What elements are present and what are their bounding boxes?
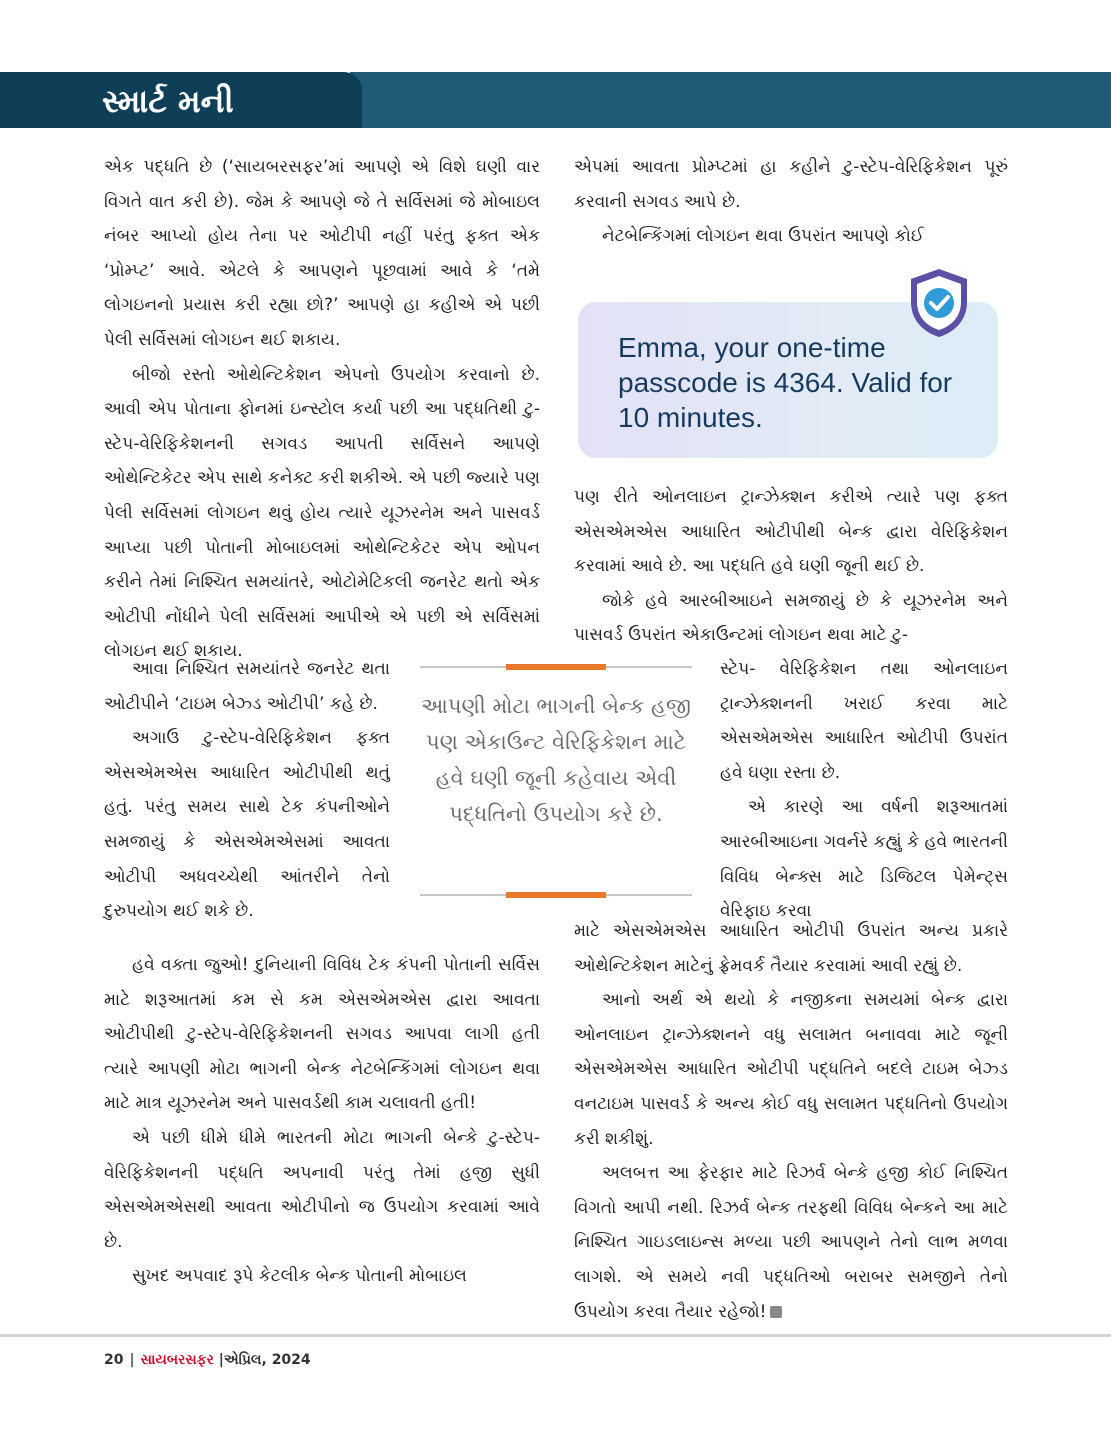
left-column-top bbox=[104, 150, 540, 669]
paragraph: બીજો રસ્તો ઓથેન્ટિકેશન એપનો ઉપયોગ કરવાનો છે. આવી એપ પોતાના ફોનમાં ઇન્સ્ટોલ કર્યા પછી આ પદ્ધતિથી ટુ-સ્ટેપ-વેરિફિકેશનની સગવડ આપતી સર્વિસને આપણે ઓથેન્ટિકેટર એપ સાથે કનેક્ટ કરી શકીએ. એ પછી જ્યારે પણ પેલી સર્વિસમાં લોગઇન થવું હોય ત્યારે યૂઝરનેમ અને પાસવર્ડ આપ્યા પછી પોતાની મોબાઇલમાં ઓથેન્ટિકેટર એપ ઓપન કરીને તેમાં નિશ્ચિત સમયાંતરે, ઓટોમેટિકલી જનરેટ થતો એક ઓટીપી નોંધીને પેલી સર્વિસમાં આપીએ એ પછી એ સર્વિસમાં લોગઇન થઈ શકાય. bbox=[104, 364, 540, 662]
right-column-bottom bbox=[574, 914, 1008, 1329]
left-column-narrow bbox=[104, 652, 390, 929]
paragraph: એક પદ્ધતિ છે (‘સાયબરસફર’માં આપણે એ વિશે ઘણી વાર વિગતે વાત કરી છે). જેમ કે આપણે જે તે સર્વિસમાં જે મોબાઇલ નંબર આપ્યો હોય તેના પર ઓટીપી નહીં પરંતુ ફક્ત એક ‘પ્રોમ્પ્ટ’ આવે. એટલે કે આપણને પૂછવામાં આવે કે ‘તમે લોગઇનનો પ્રયાસ કરી રહ્યા છો?’ આપણે હા કહીએ એ પછી પેલી સર્વિસમાં લોગઇન થઈ શકાય. bbox=[104, 157, 540, 350]
right-column-mid bbox=[574, 480, 1008, 653]
paragraph: આનો અર્થ એ થયો કે નજીકના સમયમાં બેન્ક દ્વારા ઓનલાઇન ટ્રાન્ઝેક્શનને વધુ સલામત બનાવવા માટે જૂની એસએમએસ આધારિત ઓટીપી પદ્ધતિને બદલે ટાઇમ બેઝ્ડ વનટાઇમ પાસવર્ડ કે અન્ય કોઈ વધુ સલામત પદ્ધતિનો ઉપયોગ કરી શકીશું. bbox=[574, 990, 1008, 1149]
shield-check-icon bbox=[906, 266, 972, 340]
issue-date: |એપ્રિલ, 2024 bbox=[218, 1352, 311, 1368]
pull-quote-accent bbox=[506, 664, 606, 670]
right-column-top bbox=[574, 150, 1008, 254]
paragraph: સ્ટેપ- વેરિફિકેશન તથા ઓનલાઇન ટ્રાન્ઝેક્શનની ખરાઈ કરવા માટે એસએમએસ આધારિત ઓટીપી ઉપરાંત હવે ઘણા રસ્તા છે. bbox=[720, 659, 1008, 783]
paragraph: જોકે હવે આરબીઆઇને સમજાયું છે કે યૂઝરનેમ અને પાસવર્ડ ઉપરાંત એકાઉન્ટમાં લોગઇન થવા માટે ટુ- bbox=[574, 590, 1008, 646]
right-column-narrow bbox=[720, 652, 1008, 929]
paragraph: હવે વક્તા જુઓ! દુનિયાની વિવિધ ટેક કંપની પોતાની સર્વિસ માટે શરૂઆતમાં કમ સે કમ એસએમએસ દ્વારા આવતા ઓટીપીથી ટુ-સ્ટેપ-વેરિફિકેશનની સગવડ આપવા લાગી હતી ત્યારે આપણી મોટા ભાગની બેન્ક નેટબેન્કિંગમાં લોગઇન થવા માટે માત્ર યૂઝરનેમ અને પાસવર્ડથી કામ ચલાવતી હતી! bbox=[104, 955, 540, 1114]
paragraph: આવા નિશ્ચિત સમયાંતરે જનરેટ થતા ઓટીપીને ‘ટાઇમ બેઝ્ડ ઓટીપી’ કહે છે. bbox=[104, 659, 390, 714]
sms-message-text: Emma, your one-time passcode is 4364. Valid for 10 minutes. bbox=[618, 332, 953, 433]
end-mark-icon bbox=[770, 1306, 782, 1318]
page-number: 20 bbox=[104, 1352, 124, 1368]
paragraph: એ પછી ધીમે ધીમે ભારતની મોટા ભાગની બેન્કે ટુ-સ્ટેપ-વેરિફિકેશનની પદ્ધતિ અપનાવી પરંતુ તેમાં હજી સુધી એસએમએસથી આવતા ઓટીપીનો જ ઉપયોગ કરવામાં આવે છે. bbox=[104, 1127, 540, 1252]
footer-divider bbox=[0, 1334, 1111, 1337]
pull-quote-text: આપણી મોટા ભાગની બેન્ક હજી પણ એકાઉન્ટ વેરિફિકેશન માટે હવે ઘણી જૂની કહેવાય એવી પદ્ધતિનો ઉપયોગ કરે છે. bbox=[421, 694, 691, 826]
paragraph: સુખદ અપવાદ રૂપે કેટલીક બેન્ક પોતાની મોબાઇલ bbox=[132, 1266, 467, 1287]
magazine-name: સાયબરસફર bbox=[140, 1352, 214, 1368]
pull-quote-accent bbox=[506, 892, 606, 898]
left-column-bottom bbox=[104, 948, 540, 1294]
paragraph: એપમાં આવતા પ્રોમ્પ્ટમાં હા કહીને ટુ-સ્ટેપ-વેરિફિકેશન પૂરું કરવાની સગવડ આપે છે. bbox=[574, 157, 1008, 212]
paragraph: માટે એસએમએસ આધારિત ઓટીપી ઉપરાંત અન્ય પ્રકારે ઓથેન્ટિકેશન માટેનું ફ્રેમવર્ક તૈયાર કરવામાં આવી રહ્યું છે. bbox=[574, 921, 1008, 976]
paragraph: નેટબેન્કિંગમાં લોગઇન થવા ઉપરાંત આપણે કોઈ bbox=[602, 226, 925, 247]
header-bar bbox=[350, 72, 1111, 128]
paragraph bbox=[574, 1156, 1008, 1329]
paragraph: એ કારણે આ વર્ષની શરૂઆતમાં આરબીઆઇના ગવર્નરે કહ્યું કે હવે ભારતની વિવિધ બેન્ક્સ માટે ડિજિટલ પેમેન્ટ્સ વેરિફાઇ કરવા bbox=[720, 797, 1008, 922]
paragraph: પણ રીતે ઓનલાઇન ટ્રાન્ઝેક્શન કરીએ ત્યારે પણ ફક્ત એસએમએસ આધારિત ઓટીપીથી બેન્ક દ્વારા વેરિફિકેશન કરવામાં આવે છે. આ પદ્ધતિ હવે ઘણી જૂની થઈ છે. bbox=[574, 487, 1008, 577]
footer-separator: | bbox=[129, 1352, 135, 1368]
pull-quote bbox=[420, 664, 692, 896]
footer bbox=[104, 1352, 311, 1368]
section-title: સ્માર્ટ મની bbox=[102, 82, 234, 120]
paragraph: અગાઉ ટુ-સ્ટેપ-વેરિફિકેશન ફક્ત એસએમએસ આધારિત ઓટીપીથી થતું હતું. પરંતુ સમય સાથે ટેક કંપનીઓને સમજાયું કે એસએમએસમાં આવતા ઓટીપી અધવચ્ચેથી આંતરીને તેનો દુરુપયોગ થઈ શકે છે. bbox=[104, 728, 390, 922]
closing-paragraph-text: અલબત્ત આ ફેરફાર માટે રિઝર્વ બેન્કે હજી કોઈ નિશ્ચિત વિગતો આપી નથી. રિઝર્વ બેન્ક તરફથી વિવિધ બેન્કને આ માટે નિશ્ચિત ગાઇડલાઇન્સ મળ્યા પછી આપણને તેનો લાભ મળવા લાગશે. એ સમયે નવી પદ્ધતિઓ બરાબર સમજીને તેનો ઉપયોગ કરવા તૈયાર રહેજો! bbox=[574, 1163, 1008, 1322]
